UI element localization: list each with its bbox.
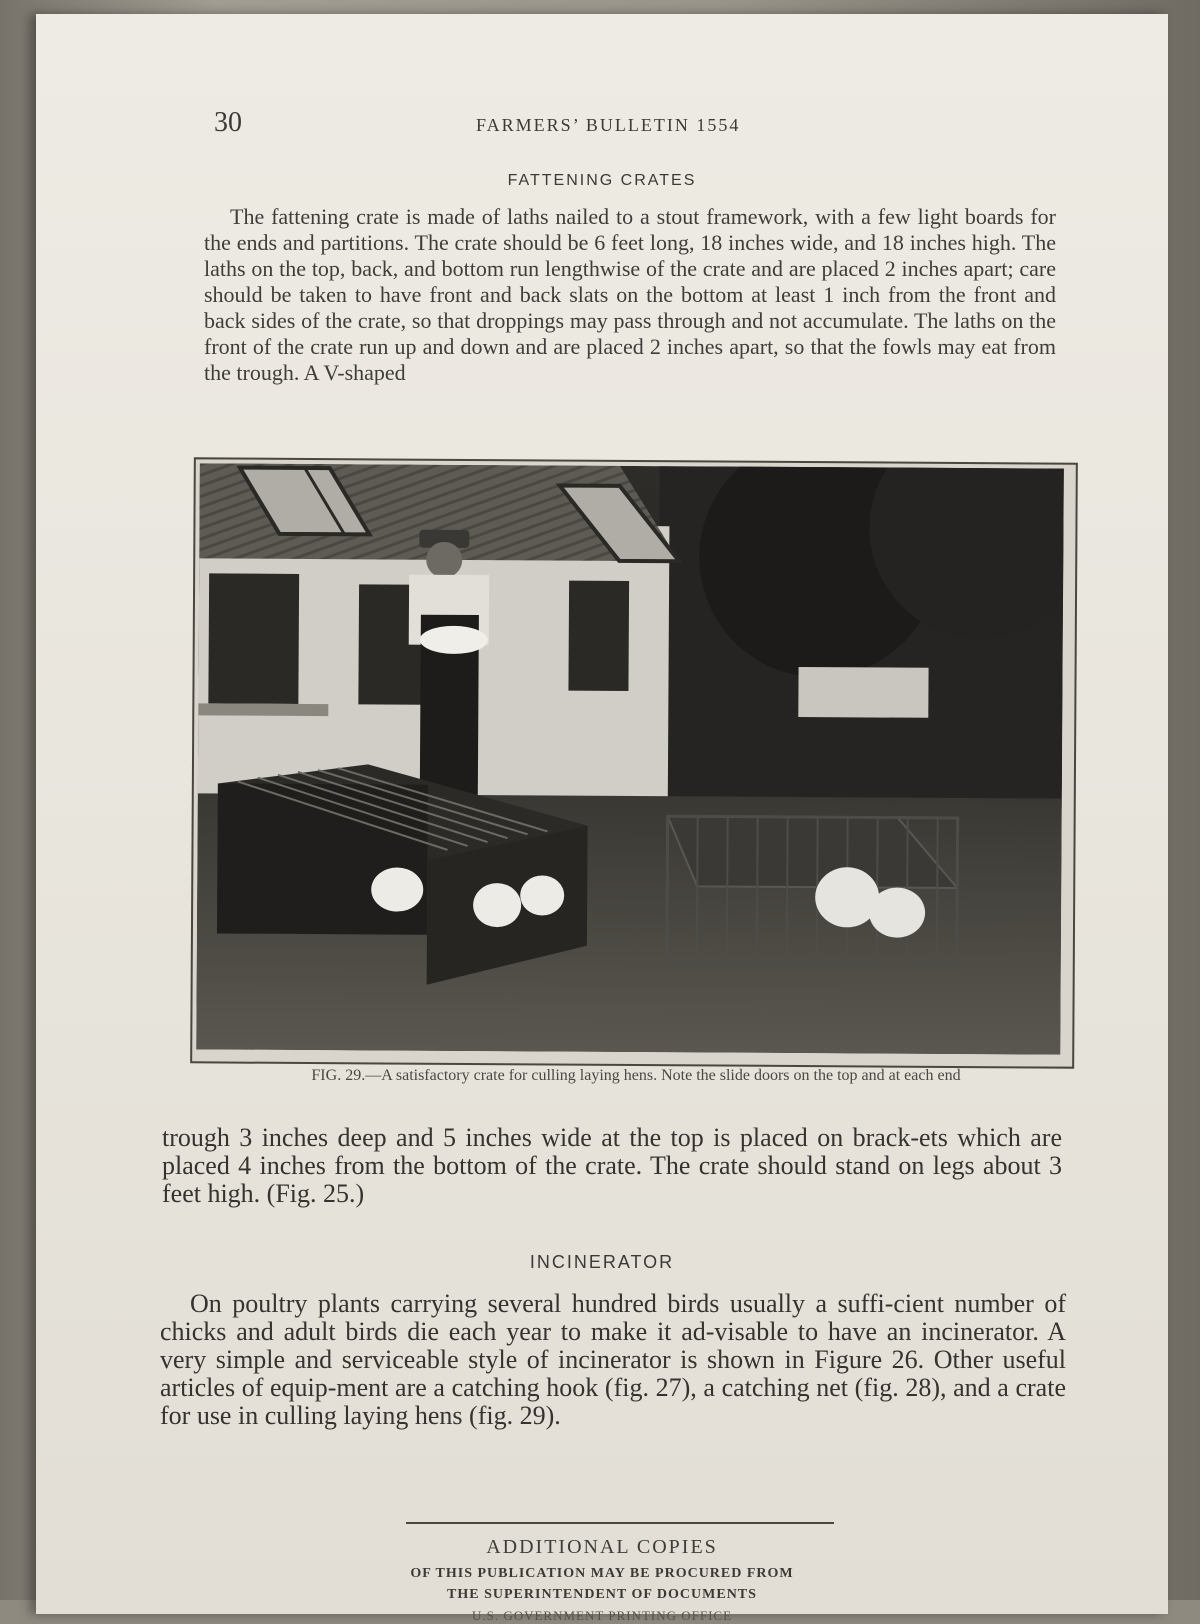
footer-procurement-line: OF THIS PUBLICATION MAY BE PROCURED FROM (410, 1566, 794, 1581)
footer-printing-office-line: U.S. GOVERNMENT PRINTING OFFICE (471, 1608, 733, 1623)
book-page (36, 14, 1168, 1623)
page-number: 30 (214, 107, 242, 138)
running-head: FARMERS’ BULLETIN 1554 (476, 115, 741, 135)
paragraph-incinerator: On poultry plants carrying several hundred birds usually a suffi-cient number of chicks and adult birds die each year to make it ad-visable to have an incinerator. A very simple and serviceable style of incinerator is shown in Figure 26. Other useful articles of equip-ment are a catching hook (fig. 27), a catching net (fig. 28), and a crate for use in culling laying hens (fig. 29). (160, 1289, 1066, 1430)
footer-superintendent-line: THE SUPERINTENDENT OF DOCUMENTS (447, 1587, 757, 1602)
paragraph-trough: trough 3 inches deep and 5 inches wide at the top is placed on brack-ets which are placed 4 inches from the bottom of the crate. The crate should stand on legs about 3 feet high. (Fig. 25.) (162, 1123, 1062, 1208)
page-header (36, 107, 1168, 141)
paragraph-fattening-crates: The fattening crate is made of laths nailed to a stout framework, with a few light boards for the ends and partitions. The crate should be 6 feet long, 18 inches wide, and 18 inches high. The laths on the top, back, and bottom run lengthwise of the crate and are placed 2 inches apart; care should be taken to have front and back slats on the bottom at least 1 inch from the front and back sides of the crate, so that droppings may pass through and not accumulate. The laths on the front of the crate run up and down and are placed 2 inches apart, so that the fowls may eat from the trough. A V-shaped (204, 204, 1056, 385)
crate-photograph (196, 463, 1064, 1054)
footer-additional-copies: ADDITIONAL COPIES (486, 1536, 718, 1558)
figure-29-photo (190, 457, 1078, 1068)
figure-caption: FIG. 29.—A satisfactory crate for culling laying hens. Note the slide doors on the top and at each end (311, 1067, 961, 1084)
section-heading-fattening-crates: FATTENING CRATES (507, 172, 697, 189)
footer-rule (406, 1522, 834, 1524)
section-heading-incinerator: INCINERATOR (529, 1252, 675, 1272)
